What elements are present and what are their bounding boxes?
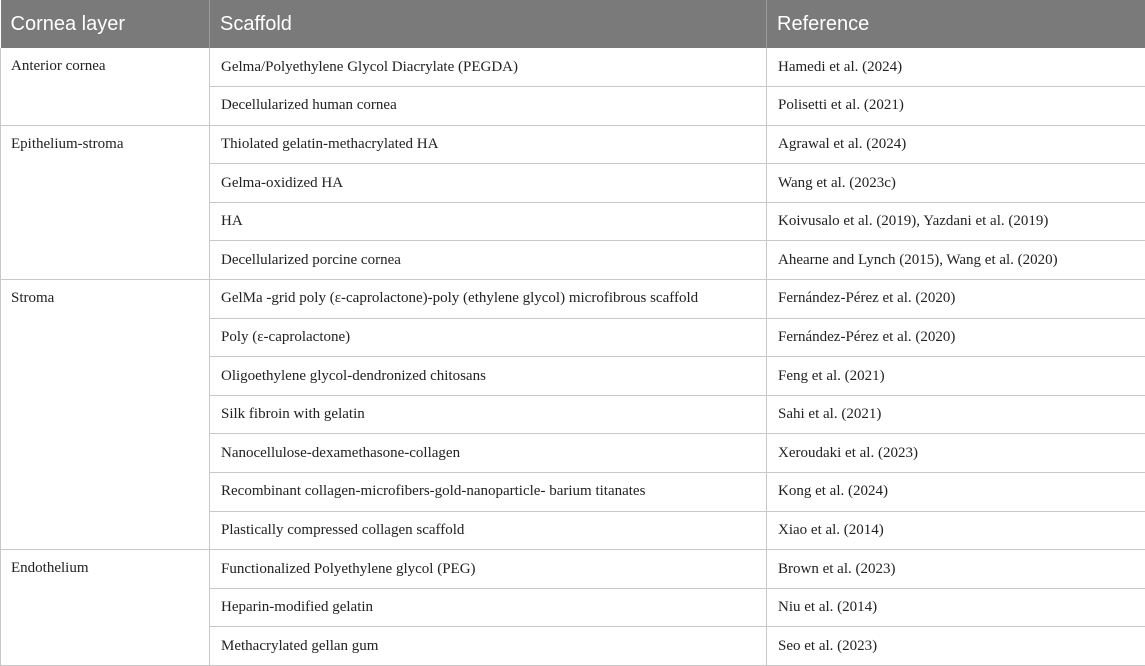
reference-cell: Kong et al. (2024) [767,473,1145,512]
scaffold-cell: Decellularized porcine cornea [210,241,767,280]
reference-cell: Brown et al. (2023) [767,550,1145,589]
reference-cell: Xiao et al. (2014) [767,511,1145,550]
cornea-layer-cell: Anterior cornea [1,48,210,125]
scaffold-cell: Functionalized Polyethylene glycol (PEG) [210,550,767,589]
reference-cell: Seo et al. (2023) [767,627,1145,666]
reference-cell: Fernández-Pérez et al. (2020) [767,280,1145,319]
cornea-layer-cell: Endothelium [1,550,210,666]
cornea-layer-cell: Epithelium-stroma [1,125,210,279]
scaffold-cell: Thiolated gelatin-methacrylated HA [210,125,767,164]
scaffold-cell: GelMa -grid poly (ε-caprolactone)-poly (ethylene glycol) microfibrous scaffold [210,280,767,319]
reference-cell: Xeroudaki et al. (2023) [767,434,1145,473]
reference-cell: Niu et al. (2014) [767,588,1145,627]
table-header [1,0,1145,48]
reference-cell: Wang et al. (2023c) [767,164,1145,203]
reference-cell: Polisetti et al. (2021) [767,87,1145,126]
table-row [1,48,1145,87]
scaffold-cell: Poly (ε-caprolactone) [210,318,767,357]
scaffold-cell: Recombinant collagen-microfibers-gold-nanoparticle- barium titanates [210,473,767,512]
header-cornea-layer: Cornea layer [1,0,210,48]
reference-cell: Feng et al. (2021) [767,357,1145,396]
header-scaffold: Scaffold [210,0,767,48]
scaffold-cell: Silk fibroin with gelatin [210,395,767,434]
reference-cell: Ahearne and Lynch (2015), Wang et al. (2020) [767,241,1145,280]
scaffold-cell: Nanocellulose-dexamethasone-collagen [210,434,767,473]
table-body [1,48,1145,666]
reference-cell: Sahi et al. (2021) [767,395,1145,434]
reference-cell: Koivusalo et al. (2019), Yazdani et al. (2019) [767,202,1145,241]
header-reference: Reference [767,0,1145,48]
table-row [1,550,1145,589]
table-row [1,280,1145,319]
table-row [1,125,1145,164]
scaffold-cell: Gelma-oxidized HA [210,164,767,203]
scaffold-cell: Decellularized human cornea [210,87,767,126]
scaffold-cell: HA [210,202,767,241]
reference-cell: Hamedi et al. (2024) [767,48,1145,87]
header-row [1,0,1145,48]
scaffold-cell: Plastically compressed collagen scaffold [210,511,767,550]
cornea-layer-cell: Stroma [1,280,210,550]
scaffold-cell: Heparin-modified gelatin [210,588,767,627]
reference-cell: Agrawal et al. (2024) [767,125,1145,164]
scaffold-cell: Oligoethylene glycol-dendronized chitosans [210,357,767,396]
reference-cell: Fernández-Pérez et al. (2020) [767,318,1145,357]
scaffold-cell: Methacrylated gellan gum [210,627,767,666]
scaffold-cell: Gelma/Polyethylene Glycol Diacrylate (PEGDA) [210,48,767,87]
